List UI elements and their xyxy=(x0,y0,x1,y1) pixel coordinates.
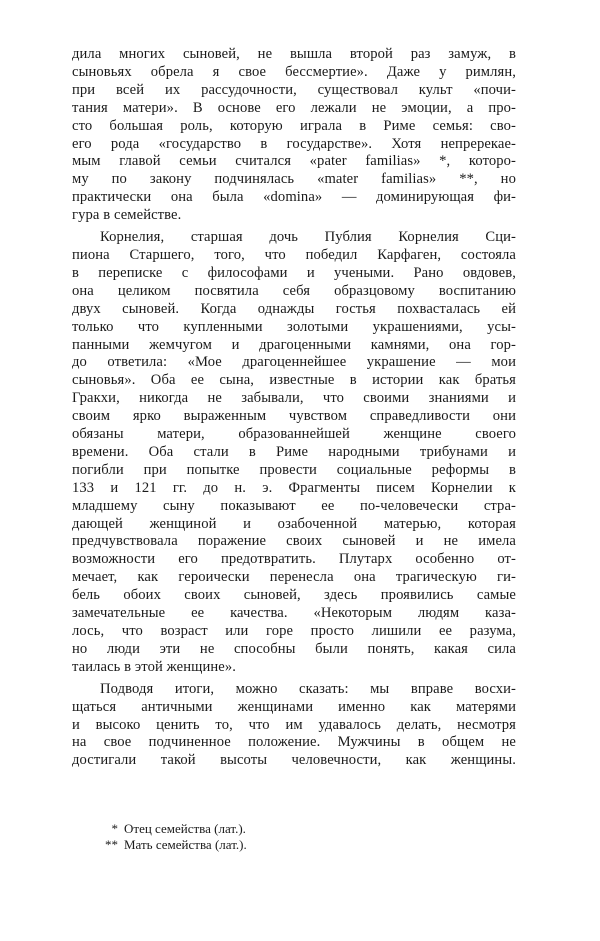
text-line: она целиком посвятила себя образцовому воспитанию xyxy=(72,282,516,299)
text-line: но люди эти не способны были понять, какая сила xyxy=(72,640,516,657)
text-line: и высоко ценить то, что им удавалось делать, несмотря xyxy=(72,716,516,733)
text-line: тания матери». В основе его лежали не эмоции, а про- xyxy=(72,99,516,116)
footnote-text: Мать семейства (лат.). xyxy=(124,837,247,852)
footnote-marker: ** xyxy=(105,837,118,852)
text-line: при всей их рассудочности, существовал культ «почи- xyxy=(72,81,516,98)
text-line: достигали такой высоты человечности, как женщины. xyxy=(72,752,516,769)
page-body xyxy=(72,46,516,770)
text-line: погибли при попытке провести социальные реформы в xyxy=(72,461,516,478)
text-line: на свое подчиненное положение. Мужчины в общем не xyxy=(72,734,516,751)
paragraph-2 xyxy=(72,229,516,677)
text-line: сыновья». Оба ее сына, известные в истории как братья xyxy=(72,372,516,389)
footnote-1 xyxy=(96,821,396,837)
text-line: в переписке с философами и учеными. Рано овдовев, xyxy=(72,264,516,281)
text-line: бель обоих своих сыновей, здесь проявились самые xyxy=(72,587,516,604)
text-line: дающей женщиной и озабоченной матерью, которая xyxy=(72,515,516,532)
text-line: таилась в этой женщине». xyxy=(72,658,236,675)
text-line: щаться античными женщинами именно как матерями xyxy=(72,698,516,715)
footnotes xyxy=(96,821,396,853)
text-line: панными жемчугом и драгоценными камнями, она гор- xyxy=(72,336,516,353)
paragraph-3 xyxy=(72,681,516,771)
footnote-marker: * xyxy=(111,821,118,836)
text-line: времени. Оба стали в Риме народными трибунами и xyxy=(72,443,516,460)
footnote-2 xyxy=(96,837,396,853)
text-line: возможности его предотвратить. Плутарх особенно от- xyxy=(72,551,516,568)
text-line: дила многих сыновей, не вышла второй раз замуж, в xyxy=(72,46,516,62)
text-line: 133 и 121 гг. до н. э. Фрагменты писем Корнелии к xyxy=(72,479,516,496)
text-line: пиона Старшего, того, что победил Карфаген, состояла xyxy=(72,246,516,263)
text-line: своим ярко выраженным чувством справедливости они xyxy=(72,408,516,425)
text-line: обязаны матери, образованнейшей женщине своего xyxy=(72,426,516,443)
text-line: Гракхи, никогда не забывали, что своими знаниями и xyxy=(72,390,516,407)
text-line: Корнелия, старшая дочь Публия Корнелия Сци- xyxy=(100,229,516,246)
text-line: сыновьях обрела я свое бессмертие». Даже у римлян, xyxy=(72,63,516,80)
text-line: му по закону подчинялась «mater familias» **, но xyxy=(72,171,516,188)
text-line: гура в семействе. xyxy=(72,207,182,224)
text-line: сто большая роль, которую играла в Риме семья: сво- xyxy=(72,117,516,134)
text-line: младшему сыну показывают ее по-человечески стра- xyxy=(72,497,516,514)
text-line: только что купленными золотыми украшениями, усы- xyxy=(72,318,516,335)
text-line: лось, что возраст или горе просто лишили ее разума, xyxy=(72,623,516,639)
text-line: замечательные ее качества. «Некоторым людям каза- xyxy=(72,605,516,622)
text-line: предчувствовала поражение своих сыновей и не имела xyxy=(72,533,516,550)
text-line: до ответила: «Мое драгоценнейшее украшение — мои xyxy=(72,354,516,371)
text-line: практически она была «domina» — доминирующая фи- xyxy=(72,189,516,206)
text-line: двух сыновей. Когда однажды гостья похвасталась ей xyxy=(72,300,516,317)
text-line: Подводя итоги, можно сказать: мы вправе восхи- xyxy=(100,680,516,697)
footnote-text: Отец семейства (лат.). xyxy=(124,821,246,836)
text-line: его рода «государство в государстве». Хотя непререкае- xyxy=(72,135,516,152)
paragraph-1 xyxy=(72,46,516,225)
text-line: мым главой семьи считался «pater familias» *, которо- xyxy=(72,153,516,170)
text-line: мечает, как героически перенесла она трагическую ги- xyxy=(72,569,516,586)
